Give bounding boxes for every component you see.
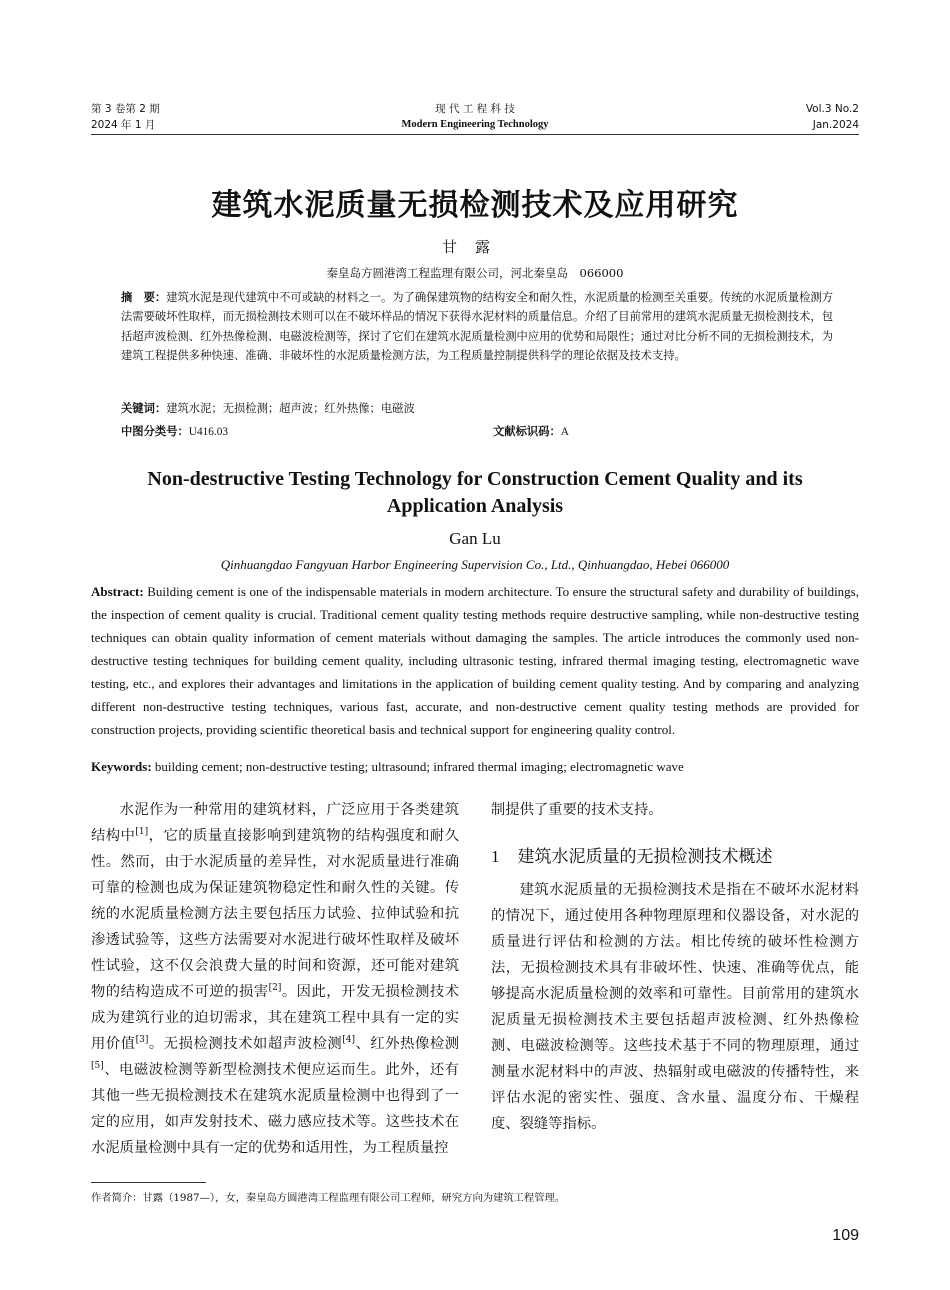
section-1-heading [491,845,859,869]
citation-2[interactable]: [2] [268,983,282,994]
intro-text-4: 。无损检测技术如超声波检测 [148,1036,343,1052]
paper-title-en-line2: Application Analysis [386,495,564,517]
keywords-en-text: building cement; non-destructive testing; ultrasound; infrared thermal imaging; electromagnetic wave [151,759,684,774]
citation-1[interactable]: [1] [135,827,149,838]
citation-4[interactable]: [4] [342,1035,355,1046]
abstract-cn-text: 建筑水泥是现代建筑中不可或缺的材料之一。为了确保建筑物的结构安全和耐久性，水泥质量的检测至关重要。传统的水泥质量检测方法需要破坏性取样，而无损检测技术则可以在不破坏样品的情况下获得水泥材料的质量信息。介绍了目前常用的建筑水泥质量无损检测技术，包括超声波检测、红外热像检测、电磁波检测等，探讨了它们在建筑水泥质量检测中应用的优势和局限性；通过对比分析不同的无损检测技术，为建筑工程提供多种快速、准确、非破坏性的水泥质量检测方法，为工程质量控制提供科学的理论依据及技术支持。 [121,291,833,363]
keywords-cn-text: 建筑水泥；无损检测；超声波；红外热像；电磁波 [166,402,415,415]
citation-3[interactable]: [3] [135,1035,149,1046]
intro-text-1: 水泥作为一种常用的建筑材料，广泛应用于各类建筑结构中 [91,802,459,844]
clc-value: U416.03 [188,426,229,438]
citation-5[interactable]: [5] [91,1061,104,1072]
footnote-divider [91,1182,206,1183]
document-code-label: 文献标识码： [493,425,561,438]
date-en: Jan.2024 [812,119,859,131]
intro-text-3: 。因此，开发无损检测技术成为建筑行业的迫切需求，其在建筑工程中具有一定的实用价值 [91,984,459,1052]
journal-name-en: Modern Engineering Technology [401,119,549,130]
abstract-cn-label: 摘 要： [121,291,167,304]
intro-text-2: ，它的质量直接影响到建筑物的结构强度和耐久性。然而，由于水泥质量的差异性，对水泥质量进行准确可靠的检测也成为保证建筑物稳定性和耐久性的关键。传统的水泥质量检测方法主要包括压力试验、拉伸试验和抗渗透试验等，这些方法需要对水泥进行破坏性取样及破坏性试验，这不仅会浪费大量的时间和资源，还可能对建筑物的结构造成不可逆的损害 [91,828,459,1000]
author-footnote: 作者简介：甘露（1987—），女，秦皇岛方圆港湾工程监理有限公司工程师，研究方向为建筑工程管理。 [91,1192,566,1204]
header-divider [91,134,859,135]
journal-issue-en [806,101,859,133]
keywords-cn [121,400,415,418]
intro-text-5: 、红外热像检测 [354,1036,460,1052]
keywords-en-label: Keywords: [91,759,152,774]
abstract-cn [121,288,833,366]
abstract-en-text: Building cement is one of the indispensable materials in modern architecture. To ensure the structural safety and durability of buildings, the inspection of cement quality is crucial. Traditional cement quality testing methods require destructive sampling, while non-destructive testing techniques can obtain quality information of cement materials without damaging the samples. The article introduces the commonly used non-destructive testing techniques for building cement quality, including ultrasonic testing, infrared thermal imaging testing, electromagnetic wave testing, etc., and explores their advantages and limitations in the application of building cement quality testing. And by comparing and analyzing different non-destructive testing techniques, various fast, accurate, and non-destructive cement quality testing methods are provided for construction projects, providing scientific theoretical basis and technical support for engineering quality control. [91,584,859,737]
issue-volume: 第 3 卷第 2 期 [91,103,160,115]
abstract-en-label: Abstract: [91,584,144,599]
volume-en: Vol.3 No.2 [805,103,859,115]
page-number: 109 [832,1227,859,1244]
journal-issue [91,101,160,133]
paper-title-en [91,466,859,520]
author-en: Gan Lu [449,529,501,548]
clc-number [121,423,228,441]
intro-text-6: 、电磁波检测等新型检测技术便应运而生。此外，还有其他一些无损检测技术在建筑水泥质量检测中也得到了一定的应用，如声发射技术、磁力感应技术等。这些技术在水泥质量检测中具有一定的优势和适用性，为工程质量控 [91,1062,459,1156]
document-code [493,423,569,441]
intro-paragraph [91,797,459,1161]
journal-name [300,101,650,133]
clc-label: 中图分类号： [121,425,189,438]
section-1-number: 1 [491,847,500,866]
section-1-title: 建筑水泥质量的无损检测技术概述 [517,847,773,867]
keywords-en [91,757,859,777]
intro-paragraph-continued: 制提供了重要的技术支持。 [491,802,663,818]
affiliation-en: Qinhuangdao Fangyuan Harbor Engineering Supervision Co., Ltd., Qinhuangdao, Hebei 066000 [220,557,730,572]
keywords-cn-label: 关键词： [121,402,167,415]
issue-date: 2024 年 1 月 [91,119,156,131]
body-column-right [491,797,859,1137]
body-column-left [91,797,459,1161]
paper-title-en-line1: Non-destructive Testing Technology for Construction Cement Quality and its [147,468,803,490]
document-code-value: A [560,426,569,438]
abstract-en [91,580,859,741]
affiliation-cn: 秦皇岛方圆港湾工程监理有限公司，河北秦皇岛 066000 [326,266,624,280]
author-cn: 甘露 [441,238,508,256]
journal-name-cn: 现 代 工 程 科 技 [435,103,515,115]
section-1-paragraph: 建筑水泥质量的无损检测技术是指在不破坏水泥材料的情况下，通过使用各种物理原理和仪器设备，对水泥的质量进行评估和检测的方法。相比传统的破坏性检测方法，无损检测技术具有非破坏性、快速、准确等优点，能够提高水泥质量检测的效率和可靠性。目前常用的建筑水泥质量无损检测技术主要包括超声波检测、红外热像检测、电磁波检测等。这些技术基于不同的物理原理，通过测量水泥材料中的声波、热辐射或电磁波的传播特性，来评估水泥的密实性、强度、含水量、温度分布、干燥程度、裂缝等指标。 [491,882,859,1132]
paper-title-cn: 建筑水泥质量无损检测技术及应用研究 [211,188,739,223]
